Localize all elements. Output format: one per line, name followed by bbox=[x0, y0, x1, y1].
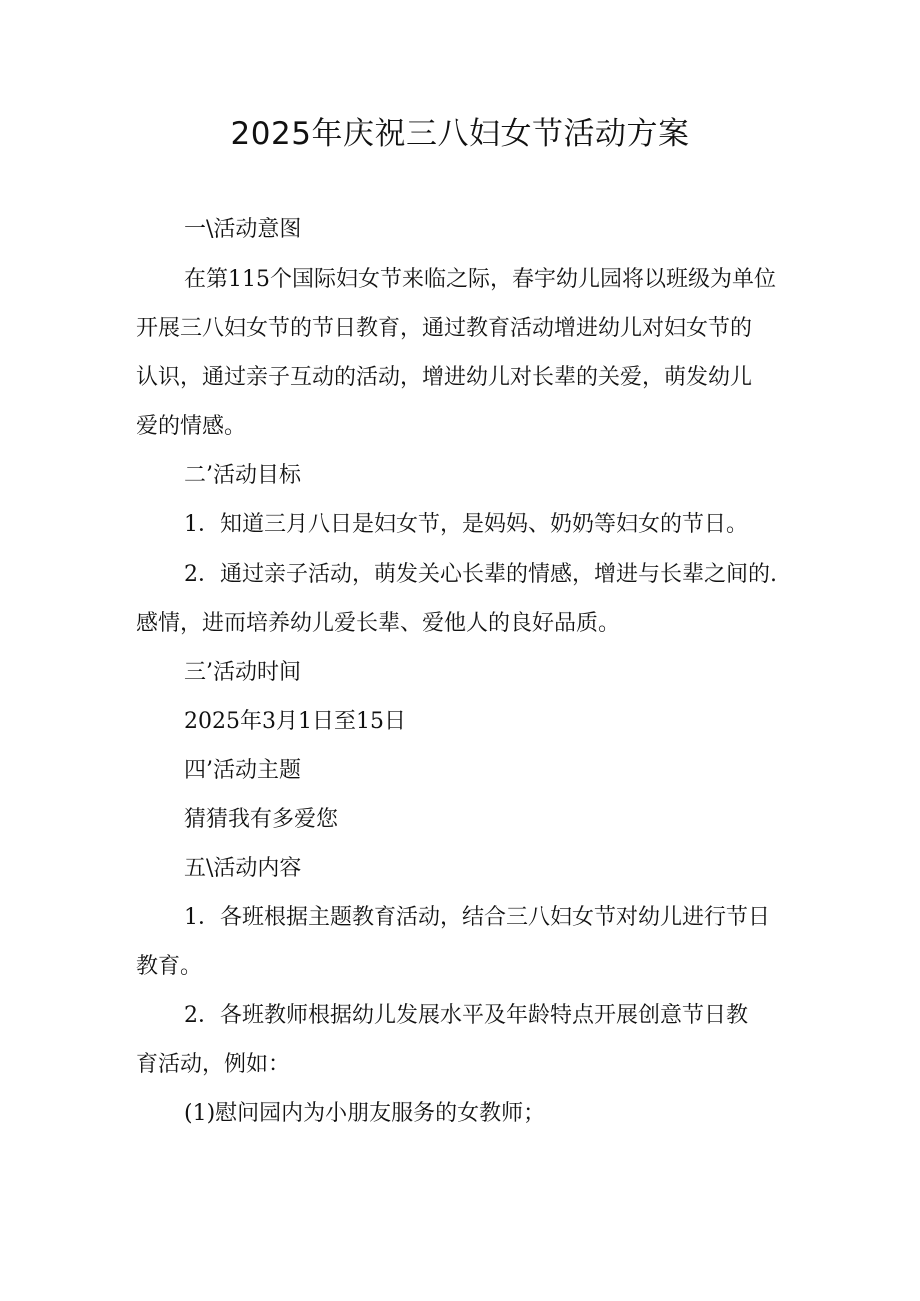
paragraph-line: 育活动，例如： bbox=[136, 1052, 291, 1077]
paragraph-line: 教育。 bbox=[136, 954, 203, 979]
list-item: 1．知道三月八日是妇女节，是妈妈、奶奶等妇女的节日。 bbox=[184, 512, 748, 537]
list-item: 1．各班根据主题教育活动，结合三八妇女节对幼儿进行节日 bbox=[184, 905, 770, 930]
section-heading-content: 五\活动内容 bbox=[184, 856, 302, 881]
sub-list-item: (1)慰问园内为小朋友服务的女教师； bbox=[184, 1101, 546, 1126]
section-heading-goals: 二’活动目标 bbox=[184, 463, 301, 488]
activity-theme: 猜猜我有多爱您 bbox=[184, 807, 339, 832]
paragraph-line: 开展三八妇女节的节日教育，通过教育活动增进幼儿对妇女节的 bbox=[136, 316, 753, 341]
paragraph-line: 爱的情感。 bbox=[136, 414, 247, 439]
section-heading-theme: 四’活动主题 bbox=[184, 758, 301, 783]
document-title: 2025年庆祝三八妇女节活动方案 bbox=[230, 116, 690, 152]
activity-date: 2025年3月1日至15日 bbox=[184, 709, 406, 734]
paragraph-line: 在第115个国际妇女节来临之际，春宇幼儿园将以班级为单位 bbox=[184, 267, 776, 292]
paragraph-line: 感情，进而培养幼儿爱长辈、爱他人的良好品质。 bbox=[136, 611, 621, 636]
list-item: 2．通过亲子活动，萌发关心长辈的情感，增进与长辈之间的. bbox=[184, 562, 777, 587]
list-item: 2．各班教师根据幼儿发展水平及年龄特点开展创意节日教 bbox=[184, 1003, 748, 1028]
section-heading-time: 三’活动时间 bbox=[184, 660, 301, 685]
paragraph-line: 认识，通过亲子互动的活动，增进幼儿对长辈的关爱，萌发幼儿 bbox=[136, 365, 753, 390]
section-heading-purpose: 一\活动意图 bbox=[184, 217, 302, 242]
